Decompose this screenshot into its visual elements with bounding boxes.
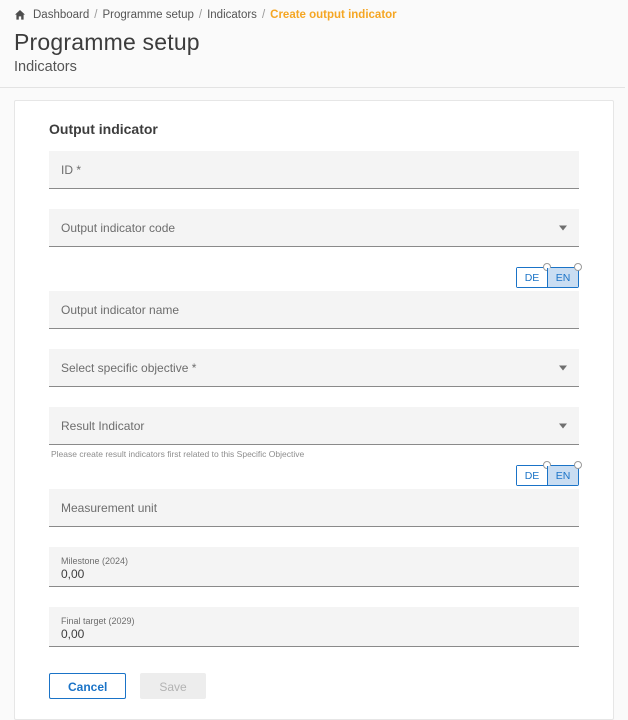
final-target-value: 0,00 bbox=[61, 626, 85, 641]
output-indicator-code-label: Output indicator code bbox=[61, 220, 176, 235]
output-indicator-name-label: Output indicator name bbox=[61, 302, 180, 317]
header-divider bbox=[0, 87, 628, 88]
output-indicator-code-select[interactable] bbox=[49, 209, 579, 247]
card-title: Output indicator bbox=[49, 121, 158, 137]
id-field-label: ID * bbox=[61, 162, 82, 177]
measurement-unit-field[interactable] bbox=[49, 489, 579, 527]
breadcrumb-item-create-output-indicator: Create output indicator bbox=[270, 9, 397, 21]
language-toggle-unit[interactable] bbox=[516, 465, 579, 486]
breadcrumb-item-dashboard[interactable]: Dashboard bbox=[33, 9, 90, 21]
final-target-label: Final target (2029) bbox=[61, 615, 135, 626]
language-toggle-name[interactable] bbox=[516, 267, 579, 288]
page-subtitle: Indicators bbox=[14, 59, 77, 75]
result-indicator-select[interactable] bbox=[49, 407, 579, 445]
lang-button-de[interactable]: DE bbox=[517, 268, 547, 287]
breadcrumb-separator: / bbox=[261, 9, 266, 21]
milestone-label: Milestone (2024) bbox=[61, 555, 129, 566]
page-title: Programme setup bbox=[14, 29, 200, 55]
lang-button-en[interactable]: EN bbox=[547, 466, 578, 485]
lang-button-de[interactable]: DE bbox=[517, 466, 547, 485]
save-button[interactable]: Save bbox=[140, 673, 205, 699]
language-toggle-name-wrap bbox=[49, 267, 579, 288]
lang-button-en[interactable]: EN bbox=[547, 268, 578, 287]
form-actions bbox=[49, 673, 579, 699]
breadcrumb bbox=[0, 0, 628, 21]
home-icon[interactable] bbox=[14, 9, 26, 21]
breadcrumb-item-indicators[interactable]: Indicators bbox=[207, 9, 257, 21]
breadcrumb-separator: / bbox=[198, 9, 203, 21]
breadcrumb-separator: / bbox=[94, 9, 98, 21]
milestone-field[interactable] bbox=[49, 547, 579, 587]
result-indicator-label: Result Indicator bbox=[61, 418, 145, 433]
language-toggle-unit-wrap bbox=[49, 465, 579, 486]
specific-objective-label: Select specific objective * bbox=[61, 360, 197, 375]
chevron-down-icon[interactable] bbox=[559, 423, 567, 428]
output-indicator-name-field[interactable] bbox=[49, 291, 579, 329]
id-field[interactable] bbox=[49, 151, 579, 189]
breadcrumb-item-programme-setup[interactable]: Programme setup bbox=[102, 9, 194, 21]
output-indicator-form bbox=[49, 151, 579, 647]
cancel-button[interactable]: Cancel bbox=[49, 673, 126, 699]
specific-objective-select[interactable] bbox=[49, 349, 579, 387]
result-indicator-hint: Please create result indicators first related to this Specific Objective bbox=[51, 449, 305, 459]
chevron-down-icon[interactable] bbox=[559, 365, 567, 370]
chevron-down-icon[interactable] bbox=[559, 225, 567, 230]
output-indicator-card bbox=[14, 100, 614, 720]
measurement-unit-label: Measurement unit bbox=[61, 500, 158, 515]
page-header bbox=[0, 21, 628, 75]
final-target-field[interactable] bbox=[49, 607, 579, 647]
milestone-value: 0,00 bbox=[61, 566, 85, 581]
